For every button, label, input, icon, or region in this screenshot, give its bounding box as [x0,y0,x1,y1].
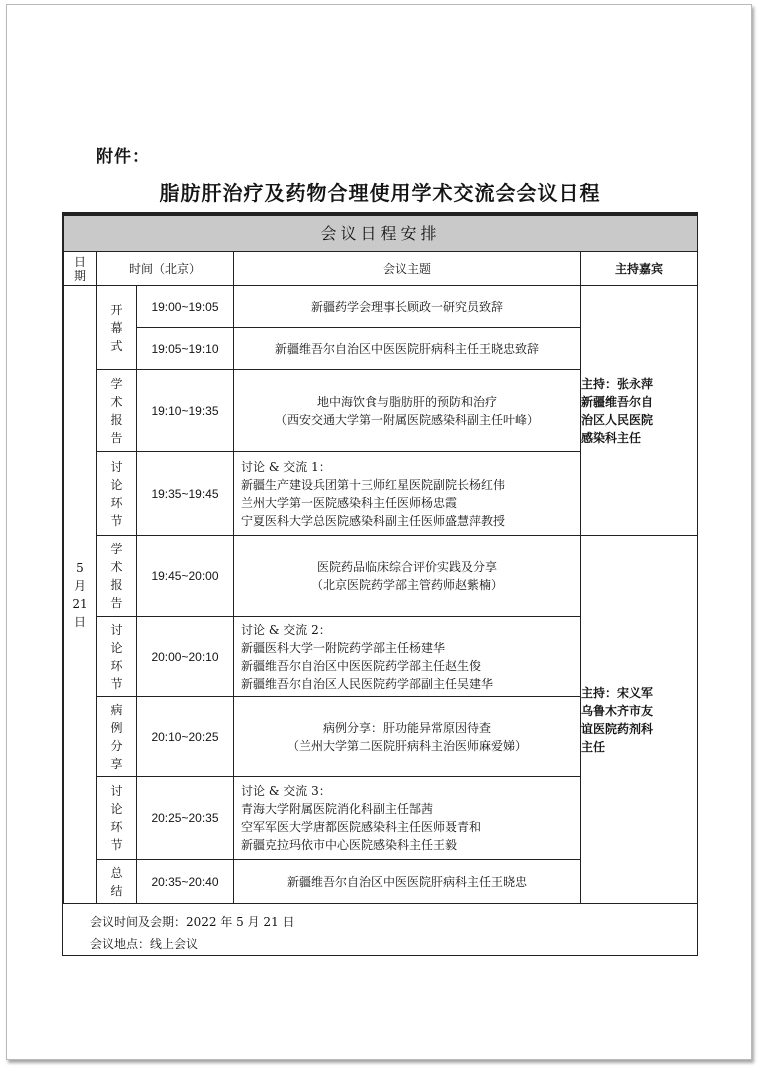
section-char: 节 [110,838,123,852]
section-label [97,370,137,452]
topic-cell [234,328,581,370]
section-char: 报 [110,578,123,592]
host-line: 治区人民医院 [581,412,654,427]
header-date-char: 日 [73,254,86,269]
header-topic: 会议主题 [234,252,581,286]
section-char: 开 [110,302,123,317]
time-cell: 20:25~20:35 [137,777,234,860]
topic-line: 兰州大学第一医院感染科主任医师杨忠霞 [241,495,458,510]
section-char: 术 [110,394,123,409]
host-line: 主持：张永萍 [581,376,654,391]
section-label [97,536,137,617]
section-label [97,617,137,697]
topic-line: 空军军医大学唐都医院感染科主任医师聂青和 [241,820,482,834]
topic-line: 新疆维吾尔自治区中医医院药学部主任赵生俊 [241,658,482,673]
date-char: 月 [73,578,86,593]
topic-line: 讨论 & 交流 1： [241,459,331,474]
host-line: 谊医院药剂科 [581,721,654,736]
topic-cell [234,697,581,777]
header-date [64,252,97,286]
topic-line: （兰州大学第二医院肝病科主治医师麻爱娣） [286,738,527,753]
topic-cell [234,536,581,617]
meeting-place: 会议地点：线上会议 [90,937,199,951]
table-row [64,286,698,328]
date-char: 21 [72,596,88,611]
section-char: 学 [110,376,123,391]
topic-cell [234,617,581,697]
section-char: 环 [110,495,123,510]
time-cell: 20:35~20:40 [137,860,234,904]
topic-line: 宁夏医科大学总医院感染科副主任医师盛慧萍教授 [241,513,506,528]
date-char: 日 [73,614,86,629]
section-label [97,860,137,904]
section-char: 论 [110,640,123,655]
topic-line: 医院药品临床综合评价实践及分享 [316,560,497,574]
section-char: 总 [110,865,123,880]
host-line: 新疆维吾尔自 [581,394,654,409]
schedule-banner: 会议日程安排 [64,216,698,252]
section-char: 论 [110,477,123,492]
section-char: 学 [110,542,123,556]
topic-line: 病例分享：肝功能异常原因待查 [322,720,491,735]
topic-line: 新疆维吾尔自治区人民医院药学部副主任吴建华 [241,676,494,691]
topic-cell [234,286,581,328]
document-title: 脂肪肝治疗及药物合理使用学术交流会会议日程 [159,181,601,205]
meeting-time: 会议时间及会期：2022 年 5 月 21 日 [90,915,295,929]
topic-line: （北京医院药学部主管药师赵紫楠） [310,578,503,592]
time-cell: 20:00~20:10 [137,617,234,697]
host-line: 乌鲁木齐市友 [581,703,654,718]
host-line: 主任 [581,739,606,754]
section-char: 术 [110,560,123,574]
section-char: 告 [110,430,123,445]
section-char: 论 [110,802,123,816]
section-char: 环 [110,658,123,673]
section-label [97,286,137,370]
header-date-char: 期 [73,268,86,283]
section-char: 讨 [110,784,123,798]
section-char: 节 [110,676,123,691]
meeting-info [90,911,295,955]
host-line: 主持：宋义军 [581,685,654,700]
topic-line: 讨论 & 交流 2： [241,622,331,637]
time-cell: 19:35~19:45 [137,452,234,536]
time-cell: 20:10~20:25 [137,697,234,777]
topic-cell [234,860,581,904]
host-cell [581,286,698,536]
time-cell: 19:10~19:35 [137,370,234,452]
topic-line: 新疆医科大学一附院药学部主任杨建华 [241,640,446,655]
time-cell: 19:45~20:00 [137,536,234,617]
section-char: 讨 [110,459,123,474]
section-char: 病 [110,702,123,717]
section-char: 享 [110,756,123,771]
date-cell [64,286,97,904]
attachment-label: 附件： [96,147,150,167]
section-char: 分 [110,738,123,753]
header-time: 时间（北京） [97,252,234,286]
topic-line: 地中海饮食与脂肪肝的预防和治疗 [316,394,497,409]
schedule-frame [62,212,698,956]
topic-cell [234,370,581,452]
topic-line: 新疆生产建设兵团第十三师红星医院副院长杨红伟 [241,477,506,492]
section-char: 告 [110,596,123,610]
topic-line: （西安交通大学第一附属医院感染科副主任叶峰） [274,412,539,427]
topic-cell [234,452,581,536]
header-host: 主持嘉宾 [581,252,698,286]
topic-line: 新疆药学会理事长顾政一研究员致辞 [310,299,503,314]
section-label [97,777,137,860]
section-label [97,452,137,536]
section-char: 环 [110,820,123,834]
table-row [64,536,698,617]
section-char: 讨 [110,622,123,637]
section-char: 节 [110,513,123,528]
host-line: 感染科主任 [581,430,642,445]
section-char: 例 [110,720,123,735]
topic-line: 新疆维吾尔自治区中医医院肝病科主任王晓忠致辞 [274,341,539,356]
section-char: 式 [110,338,123,353]
date-char: 5 [76,560,84,575]
section-char: 结 [110,883,123,898]
topic-line: 讨论 & 交流 3： [241,784,331,798]
host-cell [581,536,698,904]
section-char: 报 [110,412,123,427]
section-char: 幕 [110,320,123,335]
topic-line: 青海大学附属医院消化科副主任郜茜 [241,802,434,816]
topic-line: 新疆维吾尔自治区中医医院肝病科主任王晓忠 [286,874,527,889]
schedule-table [63,215,698,904]
topic-cell [234,777,581,860]
section-label [97,697,137,777]
time-cell: 19:05~19:10 [137,328,234,370]
topic-line: 新疆克拉玛依市中心医院感染科主任王毅 [241,838,458,852]
time-cell: 19:00~19:05 [137,286,234,328]
